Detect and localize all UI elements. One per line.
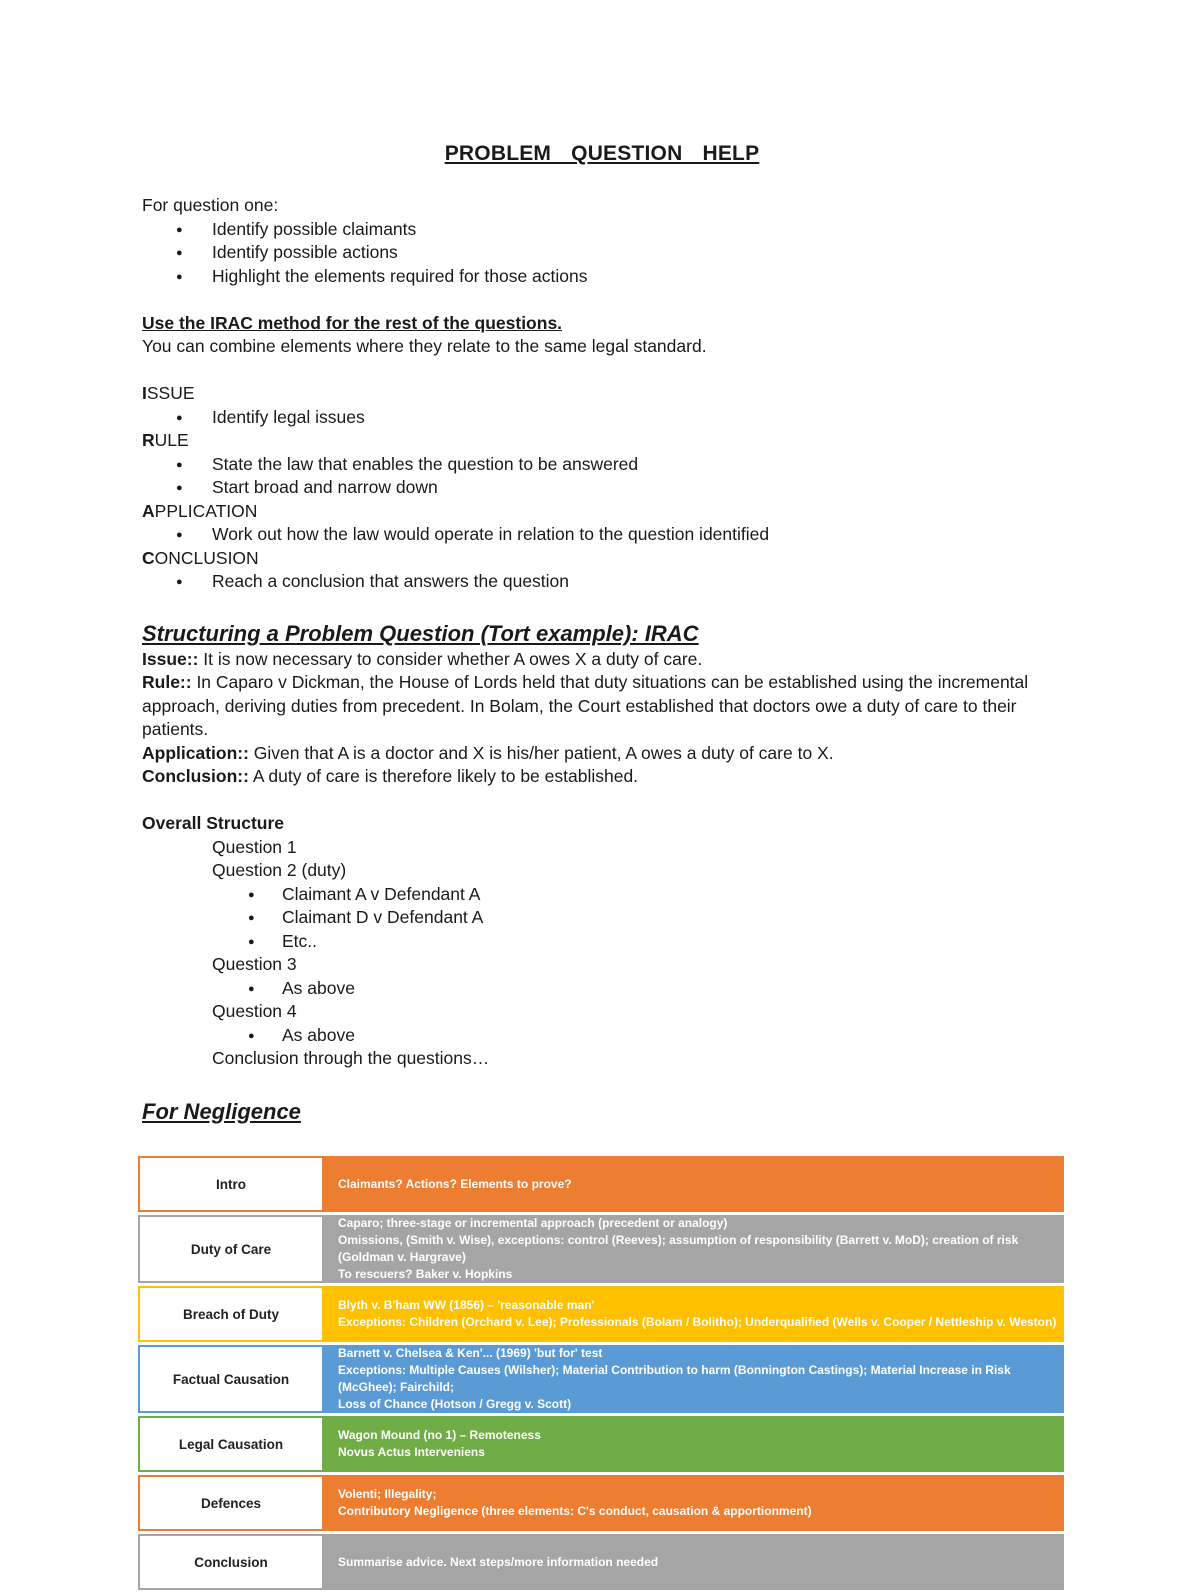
application-text: Given that A is a doctor and X is his/her patient, A owes a duty of care to X. — [248, 742, 834, 763]
question-4-list — [142, 1024, 1062, 1048]
structuring-issue — [142, 648, 1062, 672]
table-row — [138, 1534, 1064, 1590]
question-one-intro: For question one: — [142, 195, 279, 215]
conclusion-list — [142, 570, 1062, 594]
structuring-heading: Structuring a Problem Question (Tort example): IRAC — [142, 620, 699, 646]
overall-heading-text: Overall Structure — [142, 813, 284, 833]
list-item: ● Reach a conclusion that answers the question — [142, 570, 1062, 594]
overall-question-2: Question 2 (duty) — [212, 860, 347, 880]
application-rest: PPLICATION — [154, 500, 258, 521]
table-row — [138, 1286, 1064, 1342]
rule-rest: ULE — [154, 430, 189, 450]
row-line: Exceptions: Multiple Causes (Wilsher); Material Contribution to harm (Bonnington Castings); Material Increase in Risk (McGhee); Fairchild; — [338, 1363, 1011, 1394]
issue-label: Issue:: — [142, 648, 199, 669]
application-heading — [142, 500, 1062, 524]
conclusion-text: A duty of care is therefore likely to be established. — [248, 766, 639, 786]
structuring-rule — [142, 671, 1062, 742]
conclusion-initial: C — [142, 547, 155, 568]
row-description — [324, 1156, 1064, 1212]
row-description — [324, 1215, 1064, 1283]
row-line: Contributory Negligence (three elements: C's conduct, causation & apportionment) — [338, 1504, 812, 1518]
overall-heading — [142, 812, 1062, 836]
application-initial: A — [142, 500, 155, 521]
structuring-conclusion — [142, 765, 1062, 789]
page-title: PROBLEM QUESTION HELP — [444, 142, 760, 165]
row-line: Omissions, (Smith v. Wise), exceptions: control (Reeves); assumption of responsibility (Barrett v. MoD); creation of risk (Goldman v. Hargrave) — [338, 1233, 1019, 1264]
table-row — [138, 1156, 1064, 1212]
application-list — [142, 523, 1062, 547]
question-3-list — [142, 977, 1062, 1001]
row-line: To rescuers? Baker v. Hopkins — [338, 1267, 513, 1281]
issue-initial: I — [142, 383, 147, 403]
overall-question-4: Question 4 — [212, 1001, 297, 1021]
conclusion-heading — [142, 547, 1062, 571]
row-line: Caparo; three-stage or incremental approach (precedent or analogy) — [338, 1216, 728, 1230]
negligence-table — [138, 1153, 1064, 1593]
overall-conclusion: Conclusion through the questions… — [212, 1048, 490, 1068]
row-line: Novus Actus Interveniens — [338, 1445, 485, 1459]
rule-text: In Caparo v Dickman, the House of Lords held that duty situations can be established using the incremental approach, deriving duties from precedent. In Bolam, the Court established that doctors owe a duty of care to their patients. — [142, 672, 1029, 739]
list-item: ● As above — [142, 1024, 1062, 1048]
list-item: ● Highlight the elements required for those actions — [142, 265, 1062, 289]
rule-initial: R — [142, 430, 155, 450]
row-label: Conclusion — [138, 1534, 324, 1590]
conclusion-label: Conclusion:: — [142, 766, 249, 786]
list-item: ● State the law that enables the question to be answered — [142, 453, 1062, 477]
list-item: ● Identify possible actions — [142, 241, 1062, 265]
overall-question-1: Question 1 — [212, 836, 297, 857]
row-description — [324, 1416, 1064, 1472]
table-row — [138, 1475, 1064, 1531]
list-item: ● Claimant A v Defendant A — [142, 883, 1062, 907]
application-label: Application:: — [142, 742, 249, 763]
irac-note: You can combine elements where they relate to the same legal standard. — [142, 336, 707, 356]
rule-label: Rule:: — [142, 672, 192, 692]
row-line: Barnett v. Chelsea & Ken'... (1969) 'but for' test — [338, 1346, 603, 1360]
list-item: ● Start broad and narrow down — [142, 476, 1062, 500]
issue-heading — [142, 382, 1062, 406]
row-line: Exceptions: Children (Orchard v. Lee); Professionals (Bolam / Bolitho); Underqualified (Wells v. Cooper / Nettleship v. Weston) — [338, 1315, 1057, 1329]
rule-list — [142, 453, 1062, 500]
question-one-list — [142, 218, 1062, 289]
rule-heading — [142, 429, 1062, 453]
list-item: ● As above — [142, 977, 1062, 1001]
row-line: Wagon Mound (no 1) – Remoteness — [338, 1428, 541, 1442]
row-line: Volenti; Illegality; — [338, 1487, 437, 1501]
row-line: Blyth v. B'ham WW (1856) – 'reasonable man' — [338, 1298, 595, 1312]
overall-question-3: Question 3 — [212, 954, 297, 974]
question-2-list — [142, 883, 1062, 954]
row-description — [324, 1286, 1064, 1342]
row-label: Duty of Care — [138, 1215, 324, 1283]
row-line: Claimants? Actions? Elements to prove? — [338, 1176, 572, 1191]
row-line: Loss of Chance (Hotson / Gregg v. Scott) — [338, 1397, 572, 1411]
list-item: ● Identify possible claimants — [142, 218, 1062, 242]
issue-list — [142, 406, 1062, 430]
irac-heading: Use the IRAC method for the rest of the questions. — [142, 312, 563, 333]
row-description — [324, 1534, 1064, 1590]
structuring-application — [142, 742, 1062, 766]
row-label: Factual Causation — [138, 1345, 324, 1413]
row-description — [324, 1345, 1064, 1413]
list-item: ● Claimant D v Defendant A — [142, 906, 1062, 930]
list-item: ● Etc.. — [142, 930, 1062, 954]
row-label: Defences — [138, 1475, 324, 1531]
negligence-heading: For Negligence — [142, 1098, 301, 1124]
row-description — [324, 1475, 1064, 1531]
row-label: Breach of Duty — [138, 1286, 324, 1342]
row-label: Legal Causation — [138, 1416, 324, 1472]
document-page — [142, 142, 1062, 1126]
list-item: ● Work out how the law would operate in relation to the question identified — [142, 523, 1062, 547]
list-item: ● Identify legal issues — [142, 406, 1062, 430]
table-row — [138, 1215, 1064, 1283]
conclusion-rest: ONCLUSION — [154, 547, 259, 568]
row-label: Intro — [138, 1156, 324, 1212]
table-row — [138, 1345, 1064, 1413]
table-row — [138, 1416, 1064, 1472]
issue-rest: SSUE — [146, 383, 195, 403]
row-line: Summarise advice. Next steps/more information needed — [338, 1554, 659, 1569]
issue-text: It is now necessary to consider whether A owes X a duty of care. — [198, 648, 703, 669]
